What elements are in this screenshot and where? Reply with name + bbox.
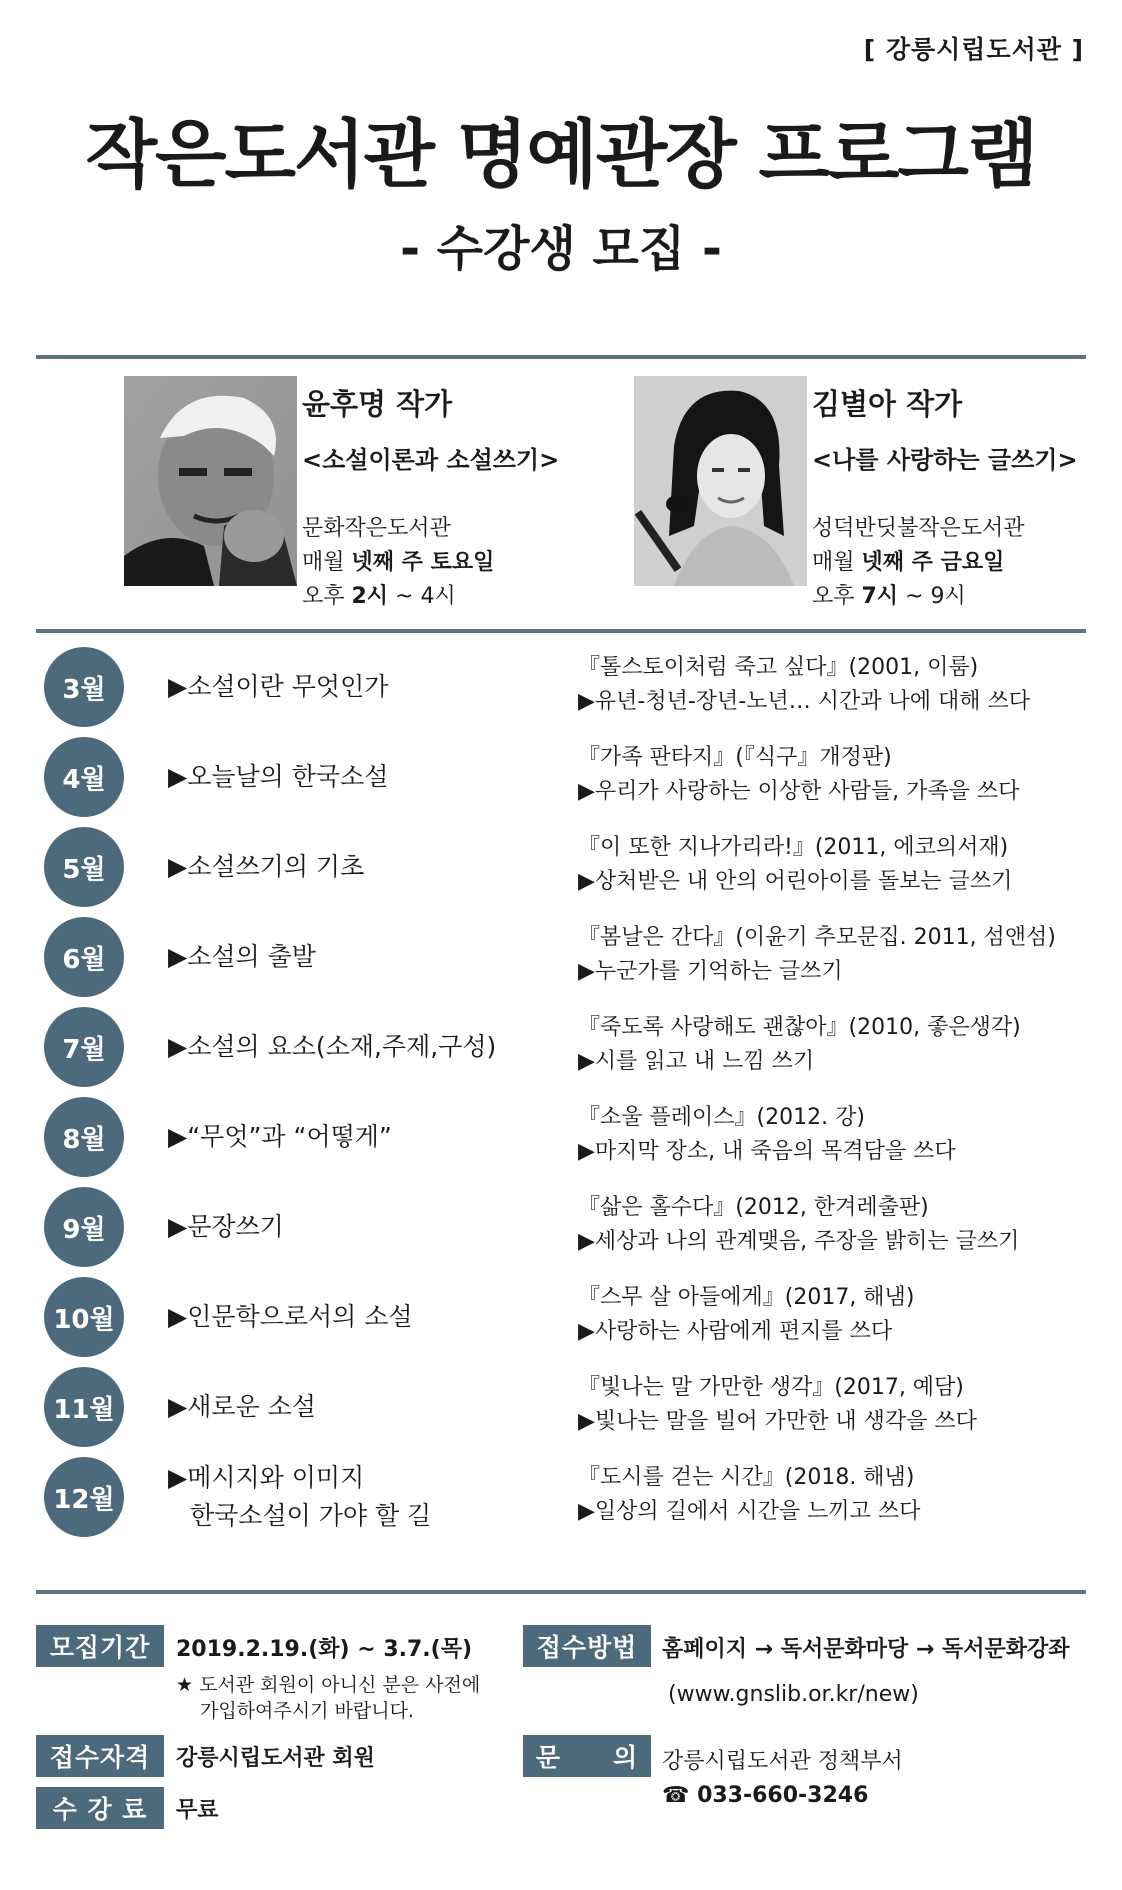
organization-label: [ 강릉시립도서관 ] [863, 35, 1084, 64]
fee-label: 수 강 료 [36, 1787, 164, 1829]
month-badge: 10월 [44, 1277, 124, 1357]
author-info [302, 512, 494, 614]
lecture-topic: ▶소설이란 무엇인가 [168, 672, 389, 701]
month-badge: 8월 [44, 1097, 124, 1177]
schedule-row [0, 733, 1122, 821]
schedule-row [0, 1003, 1122, 1091]
schedule-row [0, 1363, 1122, 1451]
venue: 성덕반딧불작은도서관 [812, 516, 1025, 541]
schedule-row [0, 1183, 1122, 1271]
fee-value: 무료 [176, 1798, 219, 1823]
lecture-topic: ▶인문학으로서의 소설 [168, 1302, 413, 1331]
inquiry-phone: ☎ 033-660-3246 [662, 1783, 869, 1808]
divider-top [36, 355, 1086, 359]
book-info: 『삶은 홀수다』(2012, 한겨레출판) ▶세상과 나의 관계맺음, 주장을 밝히는 글쓰기 [578, 1195, 1020, 1254]
author-photo-yoon [124, 376, 297, 586]
qualification-label: 접수자격 [36, 1735, 164, 1777]
month-badge: 12월 [44, 1457, 124, 1537]
page-subtitle: - 수강생 모집 - [400, 221, 722, 277]
inquiry-department: 강릉시립도서관 정책부서 [662, 1749, 903, 1774]
schedule-row [0, 1273, 1122, 1361]
lecture-topic: ▶문장쓰기 [168, 1212, 284, 1241]
lecture-topic: ▶“무엇”과 “어떻게” [168, 1122, 392, 1151]
author-photo-kim [634, 376, 807, 586]
book-info: 『스무 살 아들에게』(2017, 해냄) ▶사랑하는 사람에게 편지를 쓰다 [578, 1285, 915, 1344]
period-value: 2019.2.19.(화) ~ 3.7.(목) [176, 1637, 473, 1662]
book-info: 『도시를 걷는 시간』(2018. 해냄) ▶일상의 길에서 시간을 느끼고 쓰다 [578, 1465, 921, 1524]
month-badge: 4월 [44, 737, 124, 817]
lecture-topic: ▶메시지와 이미지 한국소설이 가야 할 길 [168, 1463, 432, 1530]
schedule-row [0, 823, 1122, 911]
book-info: 『소울 플레이스』(2012. 강) ▶마지막 장소, 내 죽음의 목격담을 쓰다 [578, 1105, 956, 1164]
month-badge: 6월 [44, 917, 124, 997]
lecture-topic: ▶소설쓰기의 기초 [168, 852, 365, 881]
schedule-row [0, 643, 1122, 731]
schedule-row [0, 1453, 1122, 1541]
month-badge: 9월 [44, 1187, 124, 1267]
period-label: 모집기간 [36, 1625, 164, 1667]
inquiry-label: 문 의 [523, 1735, 651, 1777]
method-value: 홈페이지 → 독서문화마당 → 독서문화강좌 [662, 1637, 1070, 1662]
divider-middle [36, 629, 1086, 633]
schedule-day: 매월 넷째 주 토요일 [302, 550, 495, 575]
book-info: 『죽도록 사랑해도 괜찮아』(2010, 좋은생각) ▶시를 읽고 내 느낌 쓰기 [578, 1015, 1021, 1074]
month-badge: 3월 [44, 647, 124, 727]
schedule-row [0, 913, 1122, 1001]
schedule-day: 매월 넷째 주 금요일 [812, 550, 1005, 575]
period-note: ★ 도서관 회원이 아니신 분은 사전에 가입하여주시기 바랍니다. [176, 1674, 481, 1722]
author-name: 김별아 작가 [812, 387, 963, 421]
book-info: 『톨스토이처럼 죽고 싶다』(2001, 이룸) ▶유년-청년-장년-노년… 시간과 나에 대해 쓰다 [578, 655, 1030, 714]
author-name: 윤후명 작가 [302, 387, 453, 421]
schedule-time: 오후 7시 ~ 9시 [812, 584, 966, 609]
schedule-row [0, 1093, 1122, 1181]
course-title: <나를 사랑하는 글쓰기> [812, 446, 1078, 474]
course-title: <소설이론과 소설쓰기> [302, 446, 560, 474]
venue: 문화작은도서관 [302, 516, 451, 541]
qualification-value: 강릉시립도서관 회원 [176, 1746, 375, 1771]
book-info: 『이 또한 지나가리라!』(2011, 에코의서재) ▶상처받은 내 안의 어린아이를 돌보는 글쓰기 [578, 835, 1013, 894]
month-badge: 11월 [44, 1367, 124, 1447]
book-info: 『봄날은 간다』(이윤기 추모문집. 2011, 섬앤섬) ▶누군가를 기억하는 글쓰기 [578, 925, 1056, 984]
divider-bottom [36, 1590, 1086, 1594]
lecture-topic: ▶소설의 요소(소재,주제,구성) [168, 1032, 497, 1061]
book-info: 『가족 판타지』(『식구』개정판) ▶우리가 사랑하는 이상한 사람들, 가족을 쓰다 [578, 745, 1020, 804]
author-info [812, 512, 1025, 614]
page-title: 작은도서관 명예관장 프로그램 [85, 112, 1037, 198]
book-info: 『빛나는 말 가만한 생각』(2017, 예담) ▶빛나는 말을 빌어 가만한 내 생각을 쓰다 [578, 1375, 977, 1434]
lecture-topic: ▶새로운 소설 [168, 1392, 316, 1421]
method-url[interactable]: (www.gnslib.or.kr/new) [668, 1682, 919, 1707]
lecture-topic: ▶오늘날의 한국소설 [168, 762, 389, 791]
month-badge: 7월 [44, 1007, 124, 1087]
month-badge: 5월 [44, 827, 124, 907]
schedule-time: 오후 2시 ~ 4시 [302, 584, 456, 609]
method-label: 접수방법 [523, 1625, 651, 1667]
lecture-topic: ▶소설의 출발 [168, 942, 316, 971]
